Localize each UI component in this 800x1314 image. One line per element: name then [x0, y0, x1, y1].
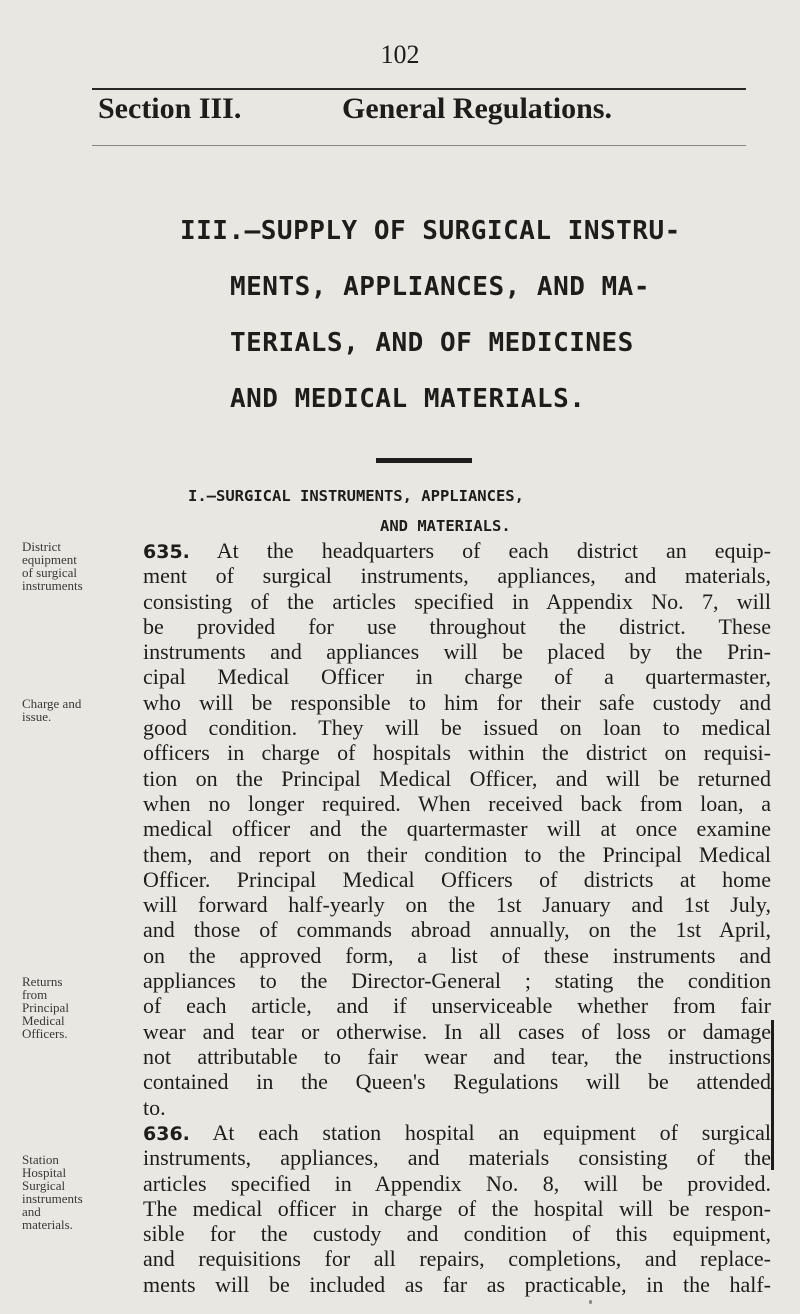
paragraph-line: tion on the Principal Medical Officer, and will be returned [143, 765, 771, 791]
chapter-title [180, 203, 760, 427]
margin-note-station-hospital [22, 1153, 132, 1231]
paragraph-line: and those of commands abroad annually, on the 1st April, [143, 917, 771, 943]
paragraph-line: appliances to the Director-General ; stating the condition [143, 968, 771, 994]
paragraph-line: consisting of the articles specified in Appendix No. 7, will [143, 588, 771, 614]
paragraph-line: of each article, and if unserviceable whether from fair [143, 993, 771, 1019]
margin-note-line: Principal [22, 1000, 69, 1015]
paragraph-line: ments will be included as far as practicable, in the half- [143, 1271, 771, 1297]
margin-note-line: of surgical [22, 565, 77, 580]
paragraph-line [143, 1120, 771, 1145]
header-bottom-rule [92, 145, 746, 146]
paragraph-line-text: At the headquarters of each district an equip- [216, 538, 771, 563]
paragraph-636 [143, 1120, 771, 1297]
paragraph-line: them, and report on their condition to the Principal Medical [143, 841, 771, 867]
margin-note-line: Surgical [22, 1178, 66, 1193]
margin-note-line: from [22, 987, 48, 1002]
margin-note-returns [22, 975, 132, 1040]
paragraph-line: on the approved form, a list of these instruments and [143, 942, 771, 968]
title-divider [376, 458, 472, 463]
paragraph-line: wear and tear or otherwise. In all cases of loss or damage [143, 1018, 771, 1044]
paragraph-line: officers in charge of hospitals within the district on requisi- [143, 740, 771, 766]
revision-bar [771, 1020, 774, 1170]
subtitle-line: I.—SURGICAL INSTRUMENTS, APPLIANCES, [188, 487, 524, 505]
paragraph-line: cipal Medical Officer in charge of a quartermaster, [143, 664, 771, 690]
margin-note-line: issue. [22, 709, 52, 724]
margin-note-line: instruments [22, 578, 83, 593]
paragraph-line: instruments, appliances, and materials consisting of the [143, 1145, 771, 1171]
paragraph-line: The medical officer in charge of the hospital will be respon- [143, 1195, 771, 1221]
paragraph-line: be provided for use throughout the district. These [143, 613, 771, 639]
paragraph-line: ment of surgical instruments, appliances, and materials, [143, 563, 771, 589]
paragraph-line: sible for the custody and condition of this equipment, [143, 1221, 771, 1247]
paragraph-line: articles specified in Appendix No. 8, will be provided. [143, 1170, 771, 1196]
chapter-title-line: III.—SUPPLY OF SURGICAL INSTRU- [180, 216, 681, 246]
paragraph-line: contained in the Queen's Regulations will be attended [143, 1069, 771, 1095]
paragraph-line: who will be responsible to him for their safe custody and [143, 689, 771, 715]
margin-note-line: District [22, 539, 61, 554]
page-number: 102 [380, 40, 420, 69]
paragraph-line: not attributable to fair wear and tear, the instructions [143, 1043, 771, 1069]
header-title: General Regulations. [342, 92, 612, 125]
paragraph-635 [143, 538, 771, 1120]
margin-note-line: Officers. [22, 1026, 68, 1041]
margin-note-line: materials. [22, 1217, 73, 1232]
paragraph-line: Officer. Principal Medical Officers of districts at home [143, 866, 771, 892]
header-section: Section III. [98, 92, 242, 125]
margin-note-line: Medical [22, 1013, 65, 1028]
paragraph-line-text: At each station hospital an equipment of surgical [212, 1120, 771, 1145]
paragraph-line: good condition. They will be issued on loan to medical [143, 715, 771, 741]
margin-note-line: Returns [22, 974, 63, 989]
margin-note-line: Hospital [22, 1165, 67, 1180]
paragraph-line: medical officer and the quartermaster will at once examine [143, 816, 771, 842]
margin-note-district-equipment [22, 540, 132, 592]
paragraph-line: instruments and appliances will be placed by the Prin- [143, 639, 771, 665]
margin-note-line: Charge and [22, 696, 82, 711]
paragraph-line: to. [143, 1094, 166, 1120]
paragraph-number: 635. [143, 541, 190, 563]
paragraph-number: 636. [143, 1123, 190, 1145]
paragraph-line [143, 538, 771, 563]
header-top-rule [92, 88, 746, 90]
chapter-title-line: AND MEDICAL MATERIALS. [230, 384, 586, 414]
paragraph-line: when no longer required. When received back from loan, a [143, 790, 771, 816]
page-speck [589, 1300, 592, 1304]
margin-note-charge-issue [22, 697, 132, 723]
paragraph-line: will forward half-yearly on the 1st January and 1st July, [143, 892, 771, 918]
paragraph-line: and requisitions for all repairs, completions, and replace- [143, 1246, 771, 1272]
chapter-title-line: MENTS, APPLIANCES, AND MA- [230, 272, 650, 302]
subtitle-line: AND MATERIALS. [380, 517, 511, 535]
margin-note-line: and [22, 1204, 41, 1219]
margin-note-line: Station [22, 1152, 59, 1167]
margin-note-line: equipment [22, 552, 77, 567]
chapter-title-line: TERIALS, AND OF MEDICINES [230, 328, 634, 358]
margin-note-line: instruments [22, 1191, 83, 1206]
